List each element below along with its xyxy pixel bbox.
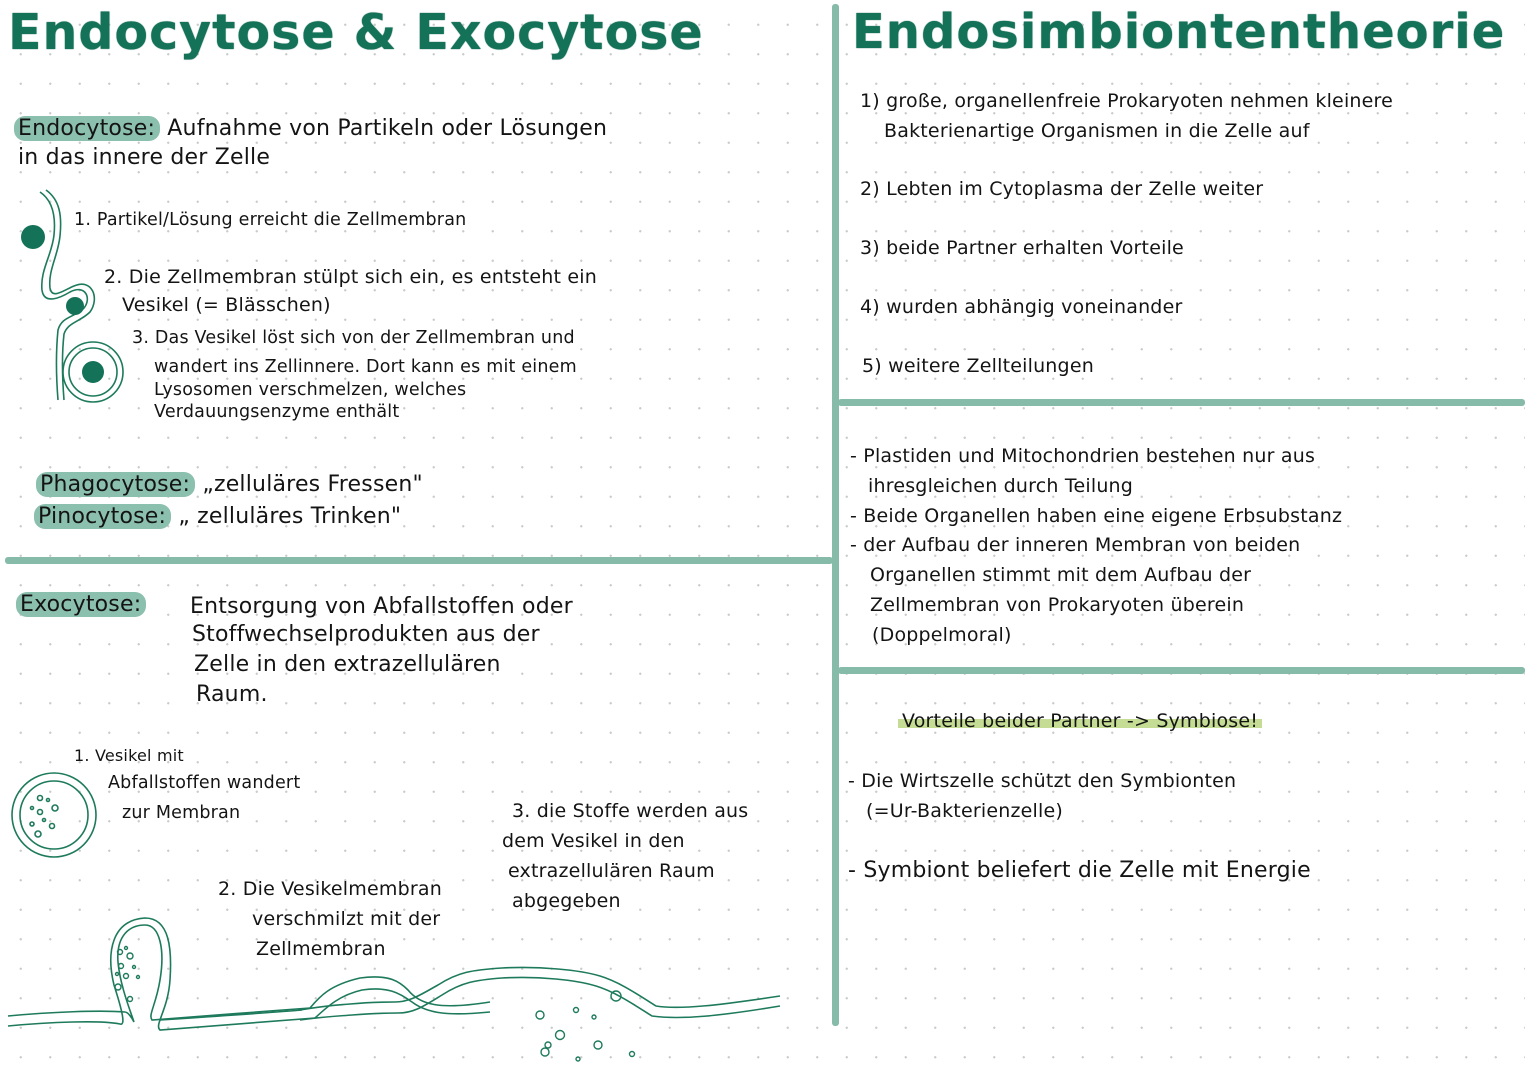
endocytose-step-3-line2: wandert ins Zellinnere. Dort kann es mit einem: [154, 357, 577, 377]
exocytose-step-3-line2: dem Vesikel in den: [502, 830, 685, 852]
symbiosis-heading-text: Vorteile beider Partner -> Symbiose!: [898, 710, 1262, 732]
exocytose-definition-line1: Entsorgung von Abfallstoffen oder: [190, 594, 573, 619]
exocytose-membrane-right: [0, 720, 830, 1080]
endocytose-step-2-line2: Vesikel (= Blässchen): [122, 294, 331, 316]
endocytose-term: Endocytose:: [14, 116, 160, 141]
exocytose-step-2-line2: verschmilzt mit der: [252, 908, 441, 930]
page-title-endo-exocytose: Endocytose & Exocytose: [8, 4, 704, 61]
symbiosis-heading: [898, 710, 1262, 732]
endocytose-step-3-line1: 3. Das Vesikel löst sich von der Zellmembran und: [132, 328, 575, 348]
evidence-3-line4: (Doppelmoral): [872, 624, 1012, 646]
evidence-3-line1: - der Aufbau der inneren Membran von beiden: [850, 534, 1301, 556]
endocytose-step-1: 1. Partikel/Lösung erreicht die Zellmembran: [74, 210, 467, 230]
evidence-1-line1: - Plastiden und Mitochondrien bestehen nur aus: [850, 445, 1316, 467]
exocytose-step-1-line2: Abfallstoffen wandert: [108, 773, 301, 793]
endocytose-step-2-line1: 2. Die Zellmembran stülpt sich ein, es entsteht ein: [104, 266, 597, 288]
exocytose-definition-line3: Zelle in den extrazellulären: [194, 652, 501, 677]
symbiosis-point-1-line2: (=Ur-Bakterienzelle): [866, 800, 1063, 822]
phagocytose-meaning: „zelluläres Fressen": [202, 472, 423, 497]
evidence-3-line3: Zellmembran von Prokaryoten überein: [870, 594, 1245, 616]
page-title-endosymbiontentheorie: Endosimbiontentheorie: [852, 4, 1506, 60]
exocytose-step-3-line1: 3. die Stoffe werden aus: [512, 800, 749, 822]
left-horizontal-divider: [5, 557, 833, 564]
endocytose-definition: [14, 116, 607, 141]
endocytose-step-3-line4: Verdauungsenzyme enthält: [154, 402, 400, 422]
exocytose-term: Exocytose:: [16, 592, 146, 617]
theory-step-2: 2) Lebten im Cytoplasma der Zelle weiter: [860, 178, 1264, 200]
endocytose-step-3-line3: Lysosomen verschmelzen, welches: [154, 380, 467, 400]
pinocytose-meaning: „ zelluläres Trinken": [178, 504, 402, 529]
evidence-3-line2: Organellen stimmt mit dem Aufbau der: [870, 564, 1252, 586]
exocytose-definition-line4: Raum.: [196, 682, 268, 707]
pinocytose-term: Pinocytose:: [34, 504, 171, 529]
exocytose-step-3-line4: abgegeben: [512, 890, 621, 912]
theory-step-4: 4) wurden abhängig voneinander: [860, 296, 1183, 318]
exocytose-step-3-line3: extrazellulären Raum: [508, 860, 715, 882]
right-horizontal-divider-top: [838, 399, 1525, 406]
evidence-2: - Beide Organellen haben eine eigene Erbsubstanz: [850, 505, 1343, 527]
symbiosis-point-1-line1: - Die Wirtszelle schützt den Symbionten: [848, 770, 1237, 792]
exocytose-step-2-line1: 2. Die Vesikelmembran: [218, 878, 442, 900]
exocytose-definition-line2: Stoffwechselprodukten aus der: [192, 622, 540, 647]
endocytose-definition-line2: in das innere der Zelle: [18, 145, 271, 170]
symbiosis-point-2: - Symbiont beliefert die Zelle mit Energie: [848, 858, 1311, 883]
exocytose-step-1-line1: 1. Vesikel mit: [74, 746, 184, 765]
phagocytose-definition: [36, 472, 423, 497]
phagocytose-term: Phagocytose:: [36, 472, 195, 497]
endocytose-definition-line1: Aufnahme von Partikeln oder Lösungen: [167, 116, 608, 141]
theory-step-5: 5) weitere Zellteilungen: [862, 355, 1094, 377]
exocytose-step-1-line3: zur Membran: [122, 803, 241, 823]
right-horizontal-divider-bottom: [838, 667, 1525, 674]
theory-step-1-line2: Bakterienartige Organismen in die Zelle auf: [884, 120, 1310, 142]
theory-step-3: 3) beide Partner erhalten Vorteile: [860, 237, 1184, 259]
evidence-1-line2: ihresgleichen durch Teilung: [868, 475, 1134, 497]
theory-step-1-line1: 1) große, organellenfreie Prokaryoten nehmen kleinere: [860, 90, 1394, 112]
pinocytose-definition: [34, 504, 401, 529]
vertical-divider: [832, 4, 839, 1026]
exocytose-term-wrap: [16, 592, 146, 617]
exocytose-step-2-line3: Zellmembran: [256, 938, 386, 960]
